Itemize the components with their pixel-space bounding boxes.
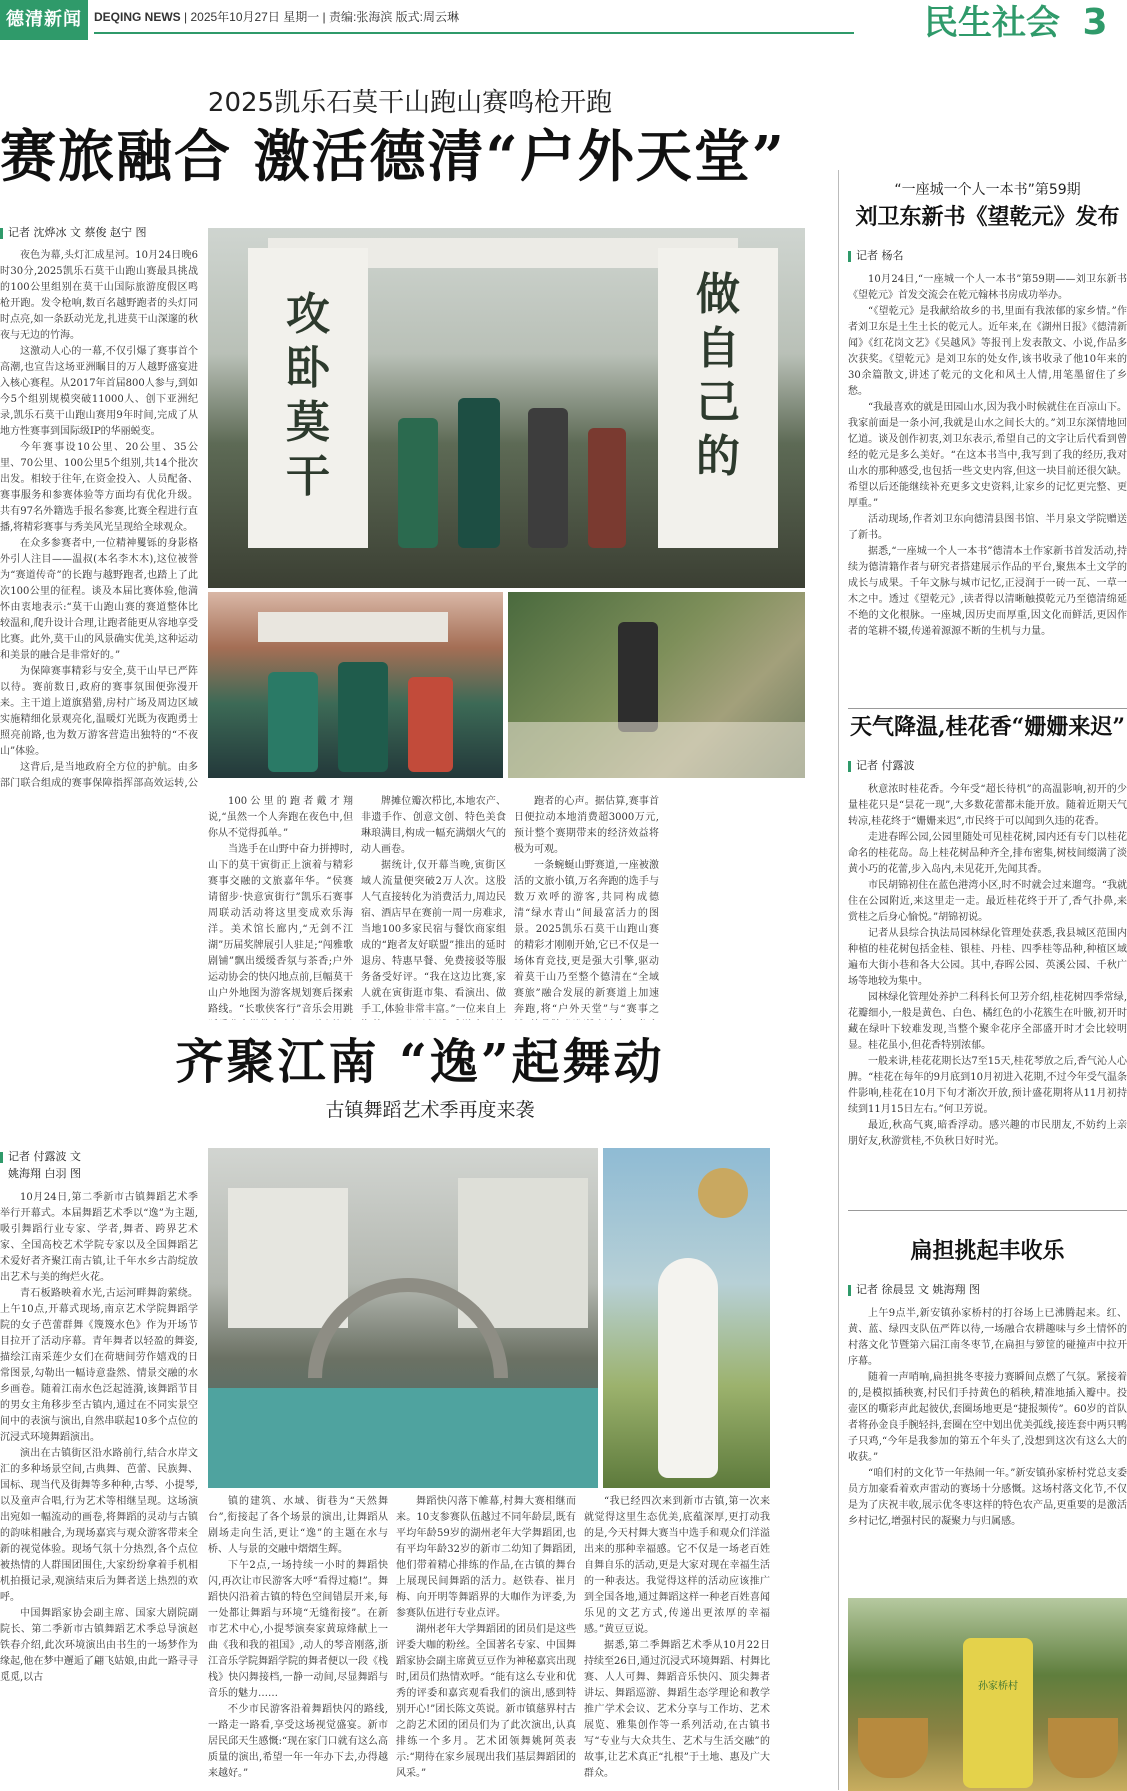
paragraph: 中国舞蹈家协会副主席、国家大剧院副院长、第二季新市古镇舞蹈艺术季总导演赵铁春介绍,此次环境演出由书生的一场梦作为缘起,他在梦中邂逅了翩飞姑娘,由此一路寻寻觅觅,以古	[0, 1608, 198, 1683]
masthead-info	[94, 8, 794, 28]
photo-runner	[338, 662, 388, 772]
paragraph: “我最喜欢的就是田园山水,因为我小时候就住在百凉山下。我家前面是一条小河,我就是山水之间长大的。”刘卫东深情地回忆道。谈及创作初衷,刘卫东表示,希望自己的文字让后代看到曾经的乾元是多么美好。“在这本书当中,我写到了我的经历,我对山水的那种感受,也包括一些文史内容,但这一块目前还很欠缺。希望以后还能继续补充更多文史资料,让家乡的记忆更完整、更厚重。”	[848, 402, 1127, 509]
column-divider	[838, 170, 839, 1790]
editor-credit: 责编:张海滨 版式:周云琳	[329, 10, 460, 24]
photo-straw-hat	[698, 1168, 748, 1218]
book-story-byline	[848, 248, 1048, 264]
main-story-column-3	[361, 794, 506, 1020]
byline-marker	[0, 228, 3, 239]
photo-dancers-group	[208, 1388, 598, 1488]
paragraph: 据统计,仅开幕当晚,寅街区域人流量便突破2万人次。这股人气直接转化为消费活力,周边民宿、酒店早在赛前一周一房难求,当地100多家民宿与餐饮商家组成的“跑者友好联盟”推出的延时退房、特惠早餐、免费接驳等服务备受好评。“我在这边比赛,家人就在寅街逛市集、看演出、做手工,体验非常丰富。”一位来自上	[361, 860, 506, 1015]
photo-dancer-figure	[658, 1258, 718, 1478]
byline-text: 记者 付露波 文	[8, 1150, 81, 1163]
byline-marker	[848, 251, 851, 262]
book-story-headline: 刘卫东新书《望乾元》发布	[855, 204, 1120, 230]
paragraph: “咱们村的文化节一年热闹一年。”新安镇孙家桥村党总支委员方加豪看着欢声雷动的赛场十分感慨。这场村落文化节,不仅是为了庆祝丰收,展示优冬枣这样的特色农产品,更重要的是激活乡村记忆,增强村民的凝聚力与归属感。	[848, 1468, 1127, 1527]
paragraph: 这背后,是当地政府全方位的护航。由多部门联合组成的赛事保障指挥部高效运转,公	[0, 762, 198, 788]
masthead-rule	[94, 32, 854, 34]
paragraph: 今年赛事设10公里、20公里、35公里、70公里、100公里5个组别,共14个批次出发。相较于往年,在资金投入、人员配备、赛事服务和参赛体验等方面均有优化升级。共有97名外籍选手报名参赛,比赛全程进行直播,将精彩赛事与秀美风光呈现给全球观众。	[0, 442, 198, 533]
main-story-column-2	[208, 794, 353, 1020]
paragraph: 活动现场,作者刘卫东向德清县图书馆、半月泉文学院赠送了新书。	[848, 514, 1127, 541]
harvest-festival-photo	[848, 1598, 1127, 1791]
photo-runner	[268, 672, 318, 772]
stone-bridge-dance-photo	[208, 1148, 598, 1488]
paragraph: 市民胡锦初住在蓝色港湾小区,时不时就会过来遛弯。“我就住在公园附近,来这里走一走。最近桂花终于开了,香气扑鼻,来赏桂之后身心愉悦。”胡锦初说。	[848, 880, 1127, 923]
paragraph: 上午9点半,新安镇孙家桥村的打谷场上已沸腾起来。红、黄、蓝、绿四支队伍严阵以待,一场融合农耕趣味与乡土情怀的村落文化节暨第六届江南冬枣节,在扁担与箩筐的碰撞声中拉开序幕。	[848, 1308, 1127, 1367]
byline-text: 记者 杨名	[856, 249, 904, 262]
weather-story-body	[848, 782, 1127, 1202]
byline-text: 记者 沈烨冰 文 蔡俊 赵宁 图	[8, 226, 147, 239]
photo-start-banner	[258, 612, 448, 642]
main-story-byline	[0, 224, 200, 242]
paragraph: “《望乾元》是我献给故乡的书,里面有我浓郁的家乡情。”作者刘卫东是土生土长的乾元人。近年来,在《湖州日报》《德清新闻》《红花岗文艺》《吴越风》等报刊上发表散文、小说,作品多次获奖。《望乾元》是刘卫东的处女作,该书收录了他10年来的30余篇散文,讲述了乾元的文化和风土人情,用笔墨留住了乡愁。	[848, 306, 1127, 397]
dance-story-subhead: 古镇舞蹈艺术季再度来袭	[325, 1099, 535, 1121]
photo-runner	[398, 418, 438, 548]
photo-runner	[458, 398, 500, 548]
paragraph: 这激动人心的一幕,不仅引爆了赛事首个高潮,也宣告这场亚洲瞩目的万人越野盛宴进入核心赛程。从2017年首届800人参与,到如今5个组别规模突破11000人、创下亚洲纪录,凯乐石莫干山跑山赛用9年时间,完成了从地方性赛事到国际级IP的华丽蜕变。	[0, 346, 198, 437]
page-number: 3	[1082, 2, 1108, 43]
dance-story-column-3	[396, 1494, 576, 1791]
dance-story-column-1	[0, 1190, 198, 1791]
paragraph: 100公里的跑者戴才翔说,“虽然一个人奔跑在夜色中,但你从不觉得孤单。”	[208, 796, 353, 839]
weather-story-headline: 天气降温,桂花香“姗姗来迟”	[850, 714, 1125, 740]
photo-village	[508, 722, 805, 778]
paragraph: 舞蹈快闪落下帷幕,村舞大赛相继而来。10支参赛队伍越过不同年龄层,既有平均年龄59岁的湖州老年大学舞蹈团,也有平均年龄32岁的新市二幼知了舞蹈团,他们带着精心排练的作品,在古镇的舞台上展现民间舞蹈的活力。赵铁春、崔月梅、向开明等舞蹈界的大咖作为评委,为参赛队伍进行专业点评。	[396, 1496, 576, 1619]
paragraph: 10月24日,第二季新市古镇舞蹈艺术季举行开幕式。本届舞蹈艺术季以“逸”为主题,吸引舞蹈行业专家、学者,舞者、跨界艺术家、全国高校艺术学院专家以及全国舞蹈艺术爱好者齐聚江南古镇,让千年水乡古韵绽放出艺术与美的绚烂火花。	[0, 1192, 198, 1283]
photo-building	[228, 1188, 348, 1328]
photo-runner	[588, 428, 626, 548]
paragraph: 镇的建筑、水域、街巷为“天然舞台”,衔接起了各个场景的演出,让舞蹈从剧场走向生活,更让“逸”的主题在水与桥、人与景的交融中熠熠生辉。	[208, 1496, 388, 1555]
paragraph: 走进春晖公园,公园里随处可见桂花树,园内还有专门以桂花命名的桂花岛。岛上桂花树品种齐全,排布密集,树枝间缀满了淡黄小巧的花蕾,步入岛内,未见花开,先闻其香。	[848, 832, 1127, 875]
book-story-kicker: “一座城一个人一本书”第59期	[894, 182, 1081, 198]
book-story-body	[848, 272, 1127, 704]
photo-basket	[1048, 1718, 1118, 1778]
paragraph: 园林绿化管理处养护二科科长何卫芳介绍,桂花树四季常绿,花瓣细小,一般是黄色、白色、橘红色的小花簇生在叶腋,初开时藏在绿叶下较难发现,当整个聚伞花序全部盛开时才会比较明显。桂花虽小,但花香特别浓郁。	[848, 992, 1127, 1051]
section-rule	[848, 708, 1127, 709]
solo-dancer-photo	[603, 1148, 770, 1488]
paragraph: 10月24日,“一座城一个人一本书”第59期——刘卫东新书《望乾元》首发交流会在乾元翰林书房成功举办。	[848, 274, 1127, 301]
harvest-story-body	[848, 1306, 1127, 1592]
mountain-trail-photo	[508, 592, 805, 778]
paragraph: 跑者的心声。据估算,赛事首日便拉动本地消费超3000万元,预计整个赛期带来的经济效益将极为可观。	[514, 796, 659, 855]
paragraph: 下午2点,一场持续一小时的舞蹈快闪,再次让市民游客大呼“看得过瘾!”。舞蹈快闪沿着古镇的特色空间错层开来,每一处都让舞蹈与环境“无缝衔接”。在新市艺术中心,小提琴演奏家黄琼烽献上一曲《我和我的祖国》,动人的琴音刚落,浙江音乐学院舞蹈学院的舞者便以一段《栈栈》快闪舞接档,一静一动间,尽显舞蹈与音乐的魅力……	[208, 1560, 388, 1699]
paragraph: 湖州老年大学舞蹈团的团员们是这些评委大咖的粉丝。全国著名专家、中国舞蹈家协会副主席黄豆豆作为神秘嘉宾出现时,团员们热情欢呼。“能有这么专业和优秀的评委和嘉宾观看我们的演出,感到特别开心!”团长陈文英说。新市镇慈界村古之韵艺术团的团员们为了此次演出,认真排练一个多月。艺术团领舞姚阿英表示:“期待在家乡展现出我们基层舞蹈团的风采。”	[396, 1624, 576, 1779]
photo-villager-vest	[963, 1638, 1033, 1788]
race-start-photo	[208, 228, 805, 588]
paragraph: 最近,秋高气爽,暗香浮动。感兴趣的市民朋友,不妨约上亲朋好友,秋游赏桂,不负秋日好时光。	[848, 1120, 1127, 1147]
dance-story-byline	[0, 1148, 200, 1184]
photo-vest-label: 孙家桥村	[978, 1681, 1018, 1692]
byline-text: 记者 徐晨昱 文 姚海翔 图	[856, 1283, 980, 1296]
photo-runner	[528, 408, 568, 548]
paragraph: “我已经四次来到新市古镇,第一次来就觉得这里生态优美,底蕴深厚,更打动我的是,今天村舞大赛当中选手和观众们洋溢出来的那种幸福感。它不仅是一场老百姓自舞自乐的活动,更是大家对现在幸福生活的一种表达。我觉得这样的活动应该推广到全国各地,通过舞蹈这样一种老百姓喜闻乐见的文艺方式,传递出更浓厚的幸福感。”黄豆豆说。	[584, 1496, 770, 1635]
section-name: 民生社会	[924, 3, 1060, 43]
paragraph: 青石板路映着水光,古运河畔舞韵萦绕。上午10点,开幕式现场,南京艺术学院舞蹈学院的女子芭蕾群舞《篾篾水色》作为开场节目拉开了活动序幕。青年舞者以轻盈的舞姿,描绘江南采莲少女们在荷塘间劳作嬉戏的日常图景,勾勒出一幅诗意盎然、情景交融的水乡画卷。随着江南水色泛起涟漪,该舞蹈节目的男女主角移步至古镇内,通过在不同实景空间中的表演与演出,自然串联起10多个点位的沉浸式环境舞蹈演出。	[0, 1288, 198, 1443]
paragraph: 秋意浓时桂花香。今年受“超长待机”的高温影响,初开的少量桂花只是“昙花一现”,大多数花蕾都未能开放。随着近期天气转凉,桂花终于“姗姗来迟”,市民终于可以闻到久违的花香。	[848, 784, 1127, 827]
paragraph: 一条蜿蜒山野赛道,一座被激活的文旅小镇,万名奔跑的选手与数万欢呼的游客,共同构成德清“绿水青山”间最富活力的图景。2025凯乐石莫干山跑山赛的精彩才刚刚开始,它已不仅是一场体育竞技,更是强大引擎,驱动着莫干山乃至整个德清在“全域赛旅”融合发展的新赛道上加速奔跑,将“户外天堂”与“赛事之	[514, 860, 659, 1015]
masthead	[0, 0, 1127, 48]
weather-story-byline	[848, 758, 1048, 774]
brand-name: DEQING NEWS	[94, 10, 181, 24]
dance-story-column-2	[208, 1494, 388, 1791]
photo-runner	[408, 677, 453, 772]
paragraph: 一般来讲,桂花花期长达7至15天,桂花琴放之后,香气沁人心脾。“桂花在每年的9月底到10月初进入花期,不过今年受气温条件影响,桂花在10月下旬才渐次开放,预计盛花期将从11月初持续到11月15日左右。”何卫芳说。	[848, 1056, 1127, 1115]
separator: |	[322, 10, 329, 24]
harvest-story-byline	[848, 1282, 1068, 1298]
byline-marker	[848, 1285, 851, 1296]
main-story-column-4	[514, 794, 659, 1020]
paragraph: 随着一声哨响,扁担挑冬枣接力赛瞬间点燃了气氛。紧接着的,是模拟插秧赛,村民们手持黄色的稻秧,精准地插入瓣中。投壶区的嘶彩声此起彼伏,套圈场地更是“捷报频传”。60岁的首队者将孙金良手腕轻抖,套圈在空中划出优美弧线,接连套中两只鸭子只鸡,“今年是我参加的第五个年头了,没想到这次有这么大的收获。”	[848, 1372, 1127, 1463]
paragraph: 为保障赛事精彩与安全,莫干山早已严阵以待。赛前数日,政府的赛事氛围便弥漫开来。主干道上道旗猎猎,房村广场及周边区域实施精细化景观亮化,温暖灯光既为夜跑勇士照亮前路,也为数万游客营造出独特的“不夜山”体验。	[0, 666, 198, 757]
newspaper-logo: 德清新闻	[0, 0, 88, 40]
paragraph: 记者从县综合执法局园林绿化管理处获悉,我县城区范围内种植的桂花树包括金桂、银桂、丹桂、四季桂等品种,种植区域遍布大街小巷和各大公园。其中,春晖公园、英溪公园、千秋广场等地较为集中。	[848, 928, 1127, 987]
paragraph: 据悉,“一座城一个人一本书”德清本土作家新书首发活动,持续为德清籍作者与研究者搭建展示作品的平台,聚焦本土文学的成长与成果。千年文脉与城市记忆,正浸润于一砖一瓦、一草一木之中。透过《望乾元》,读者得以清晰触摸乾元乃至德清绵延不绝的文化根脉。一座城,因历史而厚重,因文化而鲜活,更因作者的笔耕不辍,传递着源源不断的生机与力量。	[848, 546, 1127, 637]
paragraph: 牌摊位瓣次栉比,本地农产、非遗手作、创意文创、特色美食琳琅满目,构成一幅充满烟火气的动人画卷。	[361, 796, 506, 855]
main-story-column-1	[0, 248, 198, 788]
paragraph: 在众多参赛者中,一位精神矍铄的身影格外引人注目——温叔(本名李木木),这位被誉为“赛道传奇”的长跑与越野跑者,也踏上了此次100公里的征程。谈及本届比赛体验,他満怀由衷地表示:“莫干山跑山赛的赛道整体比较温和,爬升设计合理,让跑者能更从容地享受比赛。此外,莫干山的风景确实优美,这种运动和美景的融合是非常好的。”	[0, 538, 198, 661]
dance-story-headline: 齐聚江南 “逸”起舞动	[175, 1034, 665, 1090]
paragraph: 演出在古镇街区沿水路前行,结合水岸文汇的多种场景空间,古典舞、芭蕾、民族舞、国标、现当代及街舞等多种种,古琴、小提琴,以及童声合唱,行为艺术等相继呈现。这场演出宛如一幅流动的画卷,将舞蹈的灵动与古镇的韵味相融合,为现场嘉宾与观众游客带来全新的视觉体验。现场气氛十分热烈,各个点位被热情的人群围团围住,大家纷纷拿着手机相机拍摄记录,观演结束后为舞者送上热烈的欢呼。	[0, 1448, 198, 1603]
dance-story-column-4	[584, 1494, 770, 1791]
photo-arch-post-right	[658, 248, 778, 548]
issue-date: 2025年10月27日 星期一	[190, 10, 320, 24]
photo-basket	[858, 1718, 928, 1778]
runners-crowd-photo	[208, 592, 503, 778]
separator: |	[184, 10, 191, 24]
photo-runner	[618, 622, 658, 732]
byline-marker	[848, 761, 851, 772]
paragraph: 据悉,第二季舞蹈艺术季从10月22日持续至26日,通过沉浸式环境舞蹈、村舞比赛、人人可舞、舞蹈音乐快闪、顶尖舞者讲坛、舞蹈巡游、舞蹈生态学理论和教学推广学术会议、艺术分享与工作坊、艺术展览、雅集创作等一系列活动,在古镇书写“专业与大众共生、艺术与生活交融”的故事,让艺术真正“扎根”于土地、惠及广大群众。	[584, 1640, 770, 1779]
byline-text: 姚海翔 白羽 图	[8, 1167, 81, 1180]
harvest-story-headline: 扁担挑起丰收乐	[910, 1238, 1065, 1264]
section-rule	[848, 1210, 1127, 1211]
main-story-kicker: 2025凯乐石莫干山跑山赛鸣枪开跑	[207, 88, 613, 118]
main-story-headline: 赛旅融合 激活德清“户外天堂”	[0, 124, 786, 190]
byline-marker	[0, 1152, 3, 1163]
photo-arch-post-left	[248, 248, 368, 548]
paragraph: 不少市民游客沿着舞蹈快闪的路线,一路走一路看,享受这场视觉盛宴。新市居民邱天生感慨:“现在家门口就有这么高质量的演出,希望一年一年办下去,办得越来越好。”	[208, 1704, 388, 1779]
photo-arch-slogan-right: 做自己的	[696, 269, 740, 482]
paragraph: 夜色为幕,头灯汇成星河。10月24日晚6时30分,2025凯乐石莫干山跑山赛最具挑战的100公里组别在莫干山国际旅游度假区鸣枪开跑。发令枪响,数百名越野跑者的头灯同时点亮,如一条跃动光龙,扎进莫干山深邃的秋夜与无边的竹海。	[0, 250, 198, 341]
byline-text: 记者 付露波	[856, 759, 915, 772]
photo-arch-slogan-left: 攻卧莫干	[286, 289, 330, 502]
paragraph: 当选手在山野中奋力拼搏时,山下的莫干寅街正上演着与精彩赛事交融的文旅嘉年华。“侯赛请留步·快意寅街行”凯乐石赛事周联动活动将这里变成欢乐海洋。美术馆长廊内,“无剑不江湖”历届奖牌展引人驻足;“闯雅歌剧铺”飘出缓缓香氛与茶香;户外运动协会的快闪地点前,巨幅莫干山户外地图为游客规划赛后探索路线。“长歌侠客行”音乐会用跳	[208, 844, 353, 1015]
